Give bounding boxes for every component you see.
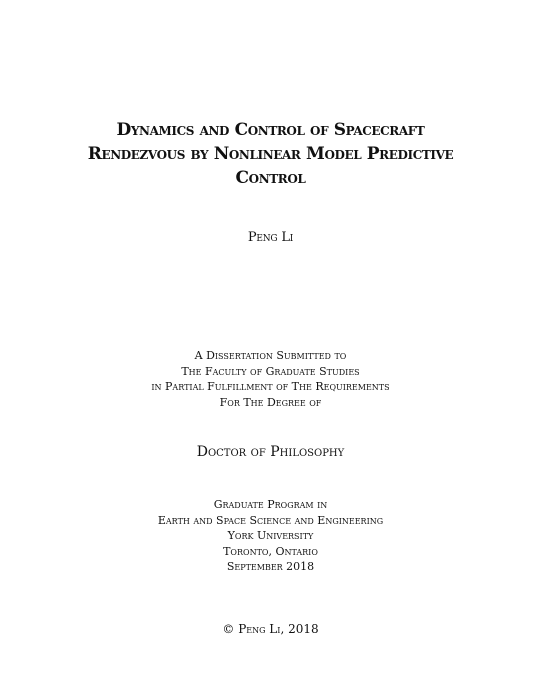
degree-name: Doctor of Philosophy — [196, 444, 345, 460]
submission-statement — [0, 348, 541, 410]
submission-line: The Faculty of Graduate Studies — [181, 364, 360, 378]
title-line: Dynamics and Control of Spacecraft — [116, 120, 425, 140]
submission-line: in Partial Fulfillment of The Requirements — [151, 380, 390, 393]
title-line: Control — [235, 168, 306, 188]
author-name: Peng Li — [247, 230, 294, 245]
location-line: Toronto, Ontario — [223, 544, 318, 558]
date-line: September 2018 — [226, 560, 315, 573]
program-info — [0, 497, 541, 575]
university-line: York University — [227, 529, 314, 542]
title-line: Rendezvous by Nonlinear Model Predictive — [87, 144, 454, 164]
program-line: Earth and Space Science and Engineering — [157, 513, 384, 527]
dissertation-title — [60, 118, 481, 190]
submission-line: A Dissertation Submitted to — [194, 349, 347, 362]
copyright-notice: © Peng Li, 2018 — [222, 622, 319, 636]
submission-line: For The Degree of — [219, 395, 322, 409]
program-line: Graduate Program in — [213, 498, 328, 511]
